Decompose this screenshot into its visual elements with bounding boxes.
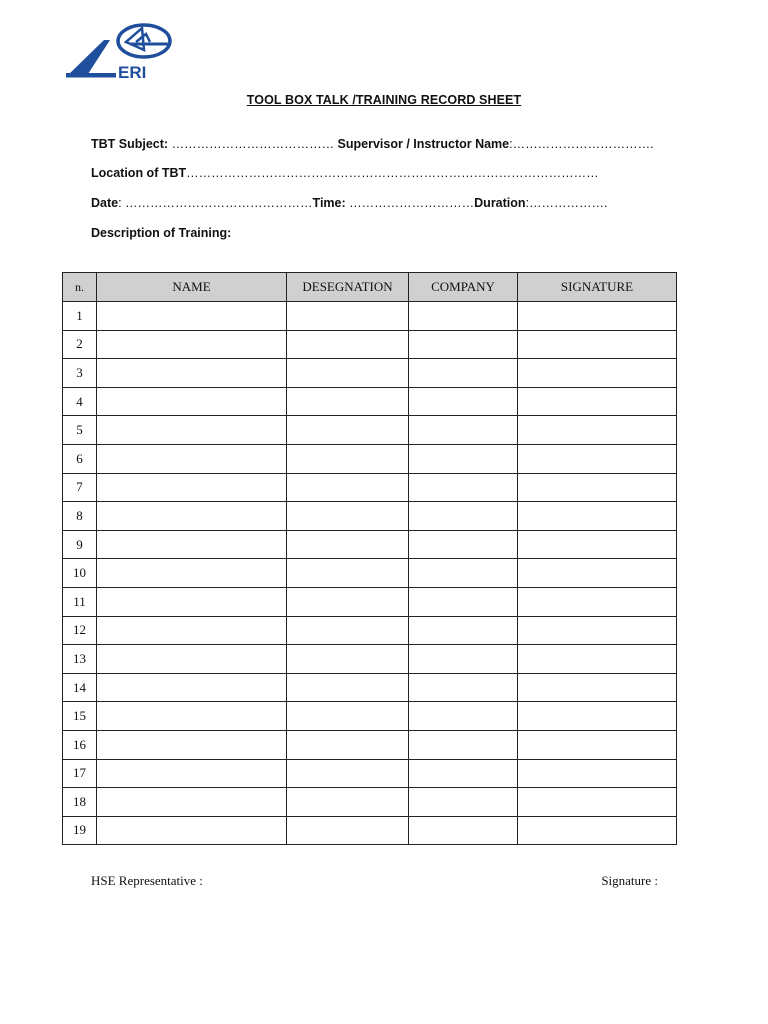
row-number: 4 xyxy=(63,387,97,416)
table-row xyxy=(63,359,677,388)
name-cell[interactable] xyxy=(97,387,287,416)
table-row xyxy=(63,702,677,731)
table-row xyxy=(63,473,677,502)
signature-cell[interactable] xyxy=(518,359,677,388)
name-cell[interactable] xyxy=(97,559,287,588)
header-designation: DESEGNATION xyxy=(287,273,409,302)
location-field[interactable]: ……………………………………………………………………………………… xyxy=(186,166,599,180)
table-row xyxy=(63,587,677,616)
row-number: 17 xyxy=(63,759,97,788)
designation-cell[interactable] xyxy=(287,702,409,731)
company-cell[interactable] xyxy=(409,416,518,445)
row-number: 10 xyxy=(63,559,97,588)
signature-cell[interactable] xyxy=(518,444,677,473)
designation-cell[interactable] xyxy=(287,416,409,445)
designation-cell[interactable] xyxy=(287,559,409,588)
row-number: 16 xyxy=(63,730,97,759)
row-number: 18 xyxy=(63,788,97,817)
signature-cell[interactable] xyxy=(518,673,677,702)
signature-cell[interactable] xyxy=(518,416,677,445)
row-number: 1 xyxy=(63,302,97,331)
signature-cell[interactable] xyxy=(518,730,677,759)
designation-cell[interactable] xyxy=(287,645,409,674)
table-row xyxy=(63,645,677,674)
signature-cell[interactable] xyxy=(518,473,677,502)
signature-label: Signature : xyxy=(601,873,658,888)
designation-cell[interactable] xyxy=(287,759,409,788)
date-time-duration-row xyxy=(91,196,608,210)
company-cell[interactable] xyxy=(409,330,518,359)
company-cell[interactable] xyxy=(409,473,518,502)
name-cell[interactable] xyxy=(97,444,287,473)
time-field[interactable]: ………………………… xyxy=(345,196,475,210)
table-row xyxy=(63,330,677,359)
designation-cell[interactable] xyxy=(287,387,409,416)
name-cell[interactable] xyxy=(97,530,287,559)
row-number: 8 xyxy=(63,502,97,531)
time-label: Time: xyxy=(312,196,346,210)
designation-cell[interactable] xyxy=(287,730,409,759)
company-cell[interactable] xyxy=(409,530,518,559)
name-cell[interactable] xyxy=(97,359,287,388)
name-cell[interactable] xyxy=(97,587,287,616)
company-cell[interactable] xyxy=(409,302,518,331)
name-cell[interactable] xyxy=(97,702,287,731)
description-label: Description of Training: xyxy=(91,226,232,240)
company-cell[interactable] xyxy=(409,673,518,702)
name-cell[interactable] xyxy=(97,416,287,445)
header-number: n. xyxy=(63,273,97,302)
name-cell[interactable] xyxy=(97,645,287,674)
date-field[interactable]: : ……………………………………… xyxy=(118,196,313,210)
name-cell[interactable] xyxy=(97,730,287,759)
subject-supervisor-row xyxy=(91,137,654,151)
company-cell[interactable] xyxy=(409,444,518,473)
signature-cell[interactable] xyxy=(518,502,677,531)
header-company: COMPANY xyxy=(409,273,518,302)
table-row xyxy=(63,530,677,559)
name-cell[interactable] xyxy=(97,502,287,531)
table-row xyxy=(63,502,677,531)
row-number: 14 xyxy=(63,673,97,702)
table-row xyxy=(63,816,677,845)
signature-cell[interactable] xyxy=(518,702,677,731)
header-signature: SIGNATURE xyxy=(518,273,677,302)
signature-cell[interactable] xyxy=(518,816,677,845)
signature-cell[interactable] xyxy=(518,788,677,817)
row-number: 3 xyxy=(63,359,97,388)
table-row xyxy=(63,387,677,416)
designation-cell[interactable] xyxy=(287,816,409,845)
designation-cell[interactable] xyxy=(287,359,409,388)
row-number: 9 xyxy=(63,530,97,559)
company-cell[interactable] xyxy=(409,730,518,759)
tbt-subject-label: TBT Subject: xyxy=(91,137,169,151)
company-cell[interactable] xyxy=(409,645,518,674)
supervisor-label: Supervisor / Instructor Name xyxy=(337,137,510,151)
supervisor-field[interactable]: :……………………………. xyxy=(509,137,654,151)
signature-cell[interactable] xyxy=(518,587,677,616)
signature-cell[interactable] xyxy=(518,387,677,416)
row-number: 12 xyxy=(63,616,97,645)
row-number: 15 xyxy=(63,702,97,731)
table-row xyxy=(63,673,677,702)
table-row xyxy=(63,302,677,331)
designation-cell[interactable] xyxy=(287,673,409,702)
designation-cell[interactable] xyxy=(287,502,409,531)
designation-cell[interactable] xyxy=(287,330,409,359)
hse-representative-label: HSE Representative : xyxy=(91,873,203,888)
signature-cell[interactable] xyxy=(518,330,677,359)
tbt-subject-field[interactable]: ………………………………… xyxy=(168,137,338,151)
date-label: Date xyxy=(91,196,119,210)
company-cell[interactable] xyxy=(409,502,518,531)
name-cell[interactable] xyxy=(97,330,287,359)
row-number: 13 xyxy=(63,645,97,674)
designation-cell[interactable] xyxy=(287,444,409,473)
attendance-table xyxy=(62,272,677,845)
table-row xyxy=(63,788,677,817)
row-number: 7 xyxy=(63,473,97,502)
signature-cell[interactable] xyxy=(518,759,677,788)
name-cell[interactable] xyxy=(97,616,287,645)
company-cell[interactable] xyxy=(409,788,518,817)
row-number: 5 xyxy=(63,416,97,445)
company-cell[interactable] xyxy=(409,702,518,731)
row-number: 11 xyxy=(63,587,97,616)
name-cell[interactable] xyxy=(97,473,287,502)
description-row xyxy=(91,226,231,240)
signature-cell[interactable] xyxy=(518,559,677,588)
company-cell[interactable] xyxy=(409,559,518,588)
name-cell[interactable] xyxy=(97,788,287,817)
company-cell[interactable] xyxy=(409,759,518,788)
signature-cell[interactable] xyxy=(518,616,677,645)
name-cell[interactable] xyxy=(97,302,287,331)
designation-cell[interactable] xyxy=(287,616,409,645)
name-cell[interactable] xyxy=(97,759,287,788)
designation-cell[interactable] xyxy=(287,302,409,331)
name-cell[interactable] xyxy=(97,816,287,845)
signature-cell[interactable] xyxy=(518,645,677,674)
sheet-title: TOOL BOX TALK /TRAINING RECORD SHEET xyxy=(246,93,522,107)
row-number: 6 xyxy=(63,444,97,473)
table-header-row xyxy=(63,273,677,302)
designation-cell[interactable] xyxy=(287,530,409,559)
company-cell[interactable] xyxy=(409,816,518,845)
company-cell[interactable] xyxy=(409,359,518,388)
row-number: 2 xyxy=(63,330,97,359)
signature-cell[interactable] xyxy=(518,530,677,559)
location-label: Location of TBT xyxy=(91,166,187,180)
table-row xyxy=(63,730,677,759)
signature-cell[interactable] xyxy=(518,302,677,331)
table-row xyxy=(63,759,677,788)
company-cell[interactable] xyxy=(409,616,518,645)
company-cell[interactable] xyxy=(409,587,518,616)
company-cell[interactable] xyxy=(409,387,518,416)
table-row xyxy=(63,559,677,588)
duration-label: Duration xyxy=(474,196,526,210)
location-row xyxy=(91,166,599,180)
svg-text:ERI: ERI xyxy=(118,63,147,82)
table-row xyxy=(63,416,677,445)
designation-cell[interactable] xyxy=(287,788,409,817)
table-row xyxy=(63,616,677,645)
duration-field[interactable]: :………………. xyxy=(525,196,608,210)
designation-cell[interactable] xyxy=(287,473,409,502)
row-number: 19 xyxy=(63,816,97,845)
name-cell[interactable] xyxy=(97,673,287,702)
table-row xyxy=(63,444,677,473)
designation-cell[interactable] xyxy=(287,587,409,616)
company-logo xyxy=(64,20,176,82)
header-name: NAME xyxy=(97,273,287,302)
